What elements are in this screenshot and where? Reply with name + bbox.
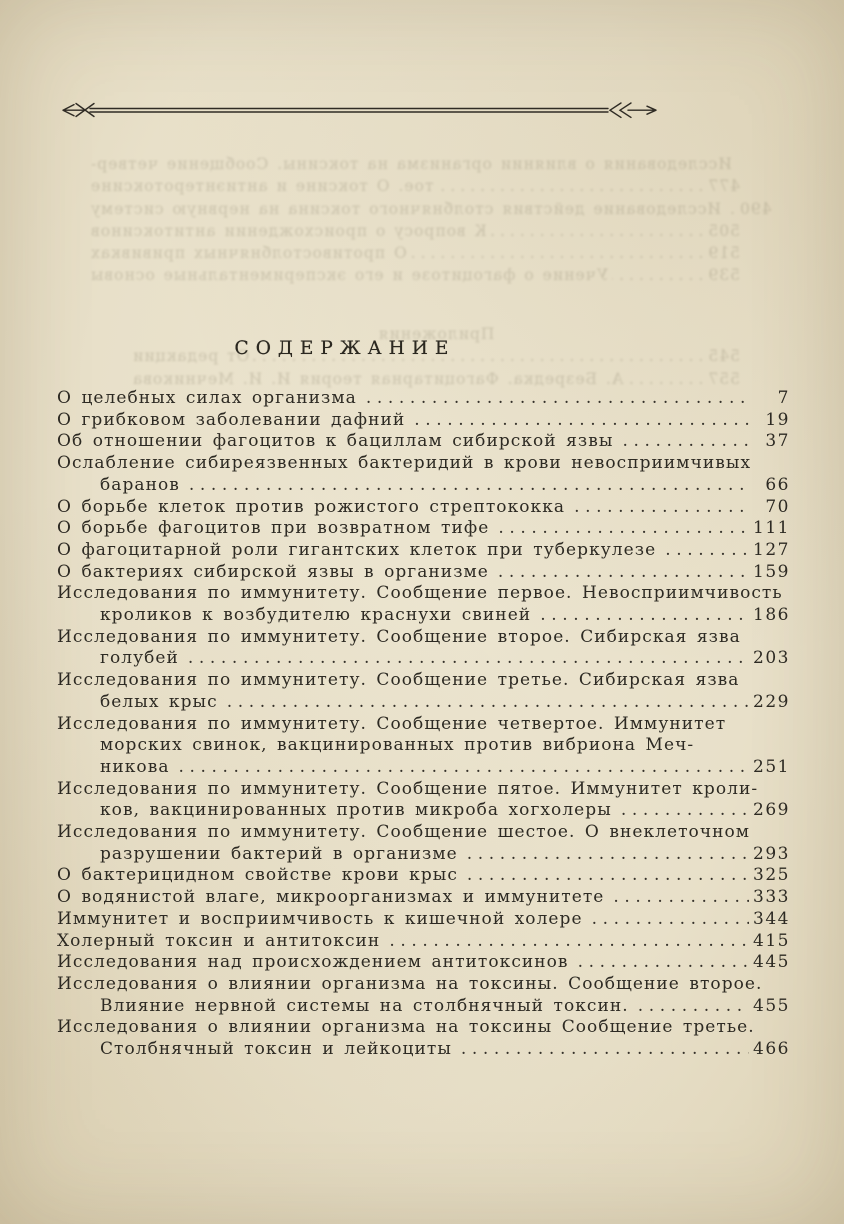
toc-entry-text: Влияние нервной системы на столбнячный токсин. [100,995,629,1016]
toc-entry-text: ков, вакцинированных против микроба хогхолеры [100,800,612,821]
toc-entry-text: О бактерицидном свойстве крови крыс [57,865,458,886]
toc-entry-text: О бактериях сибирской язвы в организме [57,561,489,582]
toc-entry [57,410,790,432]
dot-leader [592,909,749,931]
toc-entry [57,974,790,1017]
toc-entry-line [57,475,790,497]
toc-entry [57,952,790,974]
page-number: 466 [753,1039,790,1060]
dot-leader [498,518,749,540]
page-number: 19 [765,409,790,430]
toc-entry-text: Исследования по иммунитету. Сообщение пятое. Иммунитет кроли- [57,778,759,799]
page-number: 293 [753,843,790,864]
toc-entry-line [57,453,790,475]
toc-entry [57,822,790,865]
toc-entry-line [57,844,790,866]
show-through-line [90,153,740,175]
show-through-text: К вопросу о происхождении антитоксинов [90,221,487,240]
toc-entry-line [57,714,790,736]
toc-entry-line [57,735,790,757]
toc-entry-line [57,605,790,627]
page-number: 37 [765,431,790,452]
toc-entry-line [57,518,790,540]
show-through-line [90,264,740,286]
toc-entry [57,540,790,562]
page-number: 455 [753,995,790,1016]
toc-entry-text: Ослабление сибиреязвенных бактеридий в крови невосприимчивых [57,453,752,474]
show-through-text: Исследование действия столбнячного токсина на нервную систему [90,199,721,218]
toc-entry-text: никова [100,756,170,777]
show-through-text: От редакции [132,347,250,366]
toc-entry-text: голубей [100,648,179,669]
toc-entry-text: О водянистой влаге, микроорганизмах и иммунитете [57,887,605,908]
toc-list [57,388,790,1061]
toc-entry-text: Столбнячный токсин и лейкоциты [100,1039,452,1060]
toc-entry-line [57,931,790,953]
toc-entry-text: Исследования по иммунитету. Сообщение четвертое. Иммунитет [57,713,727,734]
toc-entry [57,865,790,887]
toc-entry-text: Об отношении фагоцитов к бациллам сибирской язвы [57,431,614,452]
toc-entry-line [57,692,790,714]
dot-leader [574,497,749,519]
page-number: 539 [707,266,740,285]
dot-leader [179,757,749,779]
toc-entry [57,431,790,453]
page-number: 519 [707,244,740,263]
show-through-line [90,242,740,264]
dot-leader [725,198,735,220]
show-through-text: тое. О токсине и антиэнтеротоксине [90,177,434,196]
dot-leader [414,410,749,432]
dot-leader [540,605,749,627]
dot-leader [628,368,704,390]
toc-entry-line [57,909,790,931]
toc-entry-text: Исследования по иммунитету. Сообщение шестое. О внеклеточном [57,822,751,843]
toc-entry-line [57,1039,790,1061]
toc-entry-line [57,996,790,1018]
toc-entry-text: морских свинок, вакцинированных против вибриона Меч- [100,735,695,756]
page-number: 66 [765,474,790,495]
toc-entry-text: Исследования о влиянии организма на токсины Сообщение третье. [57,1017,755,1038]
toc-entry-text: белых крыс [100,691,218,712]
toc-entry-text: Исследования по иммунитету. Сообщение второе. Сибирская язва [57,626,741,647]
show-through-text: А. Безредка. Фагоцитарная теория И. И. Мечникова [132,369,624,388]
toc-entry-line [57,497,790,519]
page-number: 545 [707,347,740,366]
dot-leader [622,431,749,453]
dot-leader [613,887,749,909]
toc-entry-line [57,952,790,974]
page-number: 333 [753,887,790,908]
dot-leader [389,931,749,953]
show-through-text-top [90,153,772,287]
toc-entry-line [57,410,790,432]
toc-entry-line [57,562,790,584]
page-number: 186 [753,605,790,626]
dot-leader [578,952,749,974]
toc-entry-line [57,779,790,801]
toc-entry [57,388,790,410]
toc-entry [57,670,790,713]
toc-entry [57,931,790,953]
page-number: 269 [753,800,790,821]
dot-leader [437,175,703,197]
page-number: 415 [753,930,790,951]
toc-entry-text: Исследования о влиянии организма на токсины. Сообщение второе. [57,973,763,994]
dot-leader [612,264,703,286]
page-title: СОДЕРЖАНИЕ [234,338,456,359]
toc-entry-text: Иммунитет и восприимчивость к кишечной холере [57,908,583,929]
page-number: 477 [707,177,740,196]
page-number: 229 [753,691,790,712]
page-number: 251 [753,756,790,777]
toc-entry-text: О целебных силах организма [57,388,357,408]
page-number: 325 [753,865,790,886]
dot-leader [467,844,749,866]
page-number: 70 [765,496,790,517]
show-through-line [90,198,772,220]
toc-entry-text: О фагоцитарной роли гигантских клеток при туберкулезе [57,539,657,560]
dot-leader [498,562,749,584]
toc-entry-line [57,1017,790,1039]
toc-entry-line [57,757,790,779]
page-number: 505 [707,221,740,240]
show-through-text: Учение о фагоцитозе и его экспериментальные основы [90,266,609,285]
toc-entry-text: О грибковом заболевании дафний [57,409,406,430]
toc-entry [57,583,790,626]
toc-entry [57,562,790,584]
toc-entry-line [57,670,790,692]
show-through-text: Исследования о влиянии организма на токсины. Сообщение четвер- [90,155,732,173]
toc-entry [57,779,790,822]
toc-entry-text: Исследования над происхождением антитоксинов [57,952,569,973]
page-number: 445 [753,952,790,973]
toc-entry-text: баранов [100,474,180,495]
toc-entry [57,887,790,909]
toc-entry-line [57,648,790,670]
page-number: 127 [753,539,790,560]
toc-entry-text: Холерный токсин и антитоксин [57,930,381,951]
toc-entry [57,453,790,496]
toc-entry-line [57,822,790,844]
toc-entry-line [57,540,790,562]
toc-entry-line [57,800,790,822]
show-through-line [132,368,740,390]
toc-entry-text: Исследования по иммунитету. Сообщение третье. Сибирская язва [57,670,740,691]
toc-entry-line [57,627,790,649]
toc-entry [57,909,790,931]
dot-leader [491,220,704,242]
show-through-line [90,175,740,197]
show-through-text: О противостолбнячных прививках [90,244,407,263]
page-number: 159 [753,561,790,582]
toc-entry-text: О борьбе клеток против рожистого стрептококка [57,496,566,517]
toc-entry-line [57,887,790,909]
toc-entry [57,518,790,540]
dot-leader [467,865,749,887]
page-number: 490 [738,199,772,218]
dot-leader [411,242,704,264]
dot-leader [621,800,749,822]
dot-leader [227,692,749,714]
dot-leader [366,388,749,410]
toc-entry-line [57,388,790,410]
toc-entry [57,1017,790,1060]
toc-entry [57,714,790,779]
toc-entry-text: О борьбе фагоцитов при возвратном тифе [57,518,490,539]
show-through-line [90,220,740,242]
dot-leader [461,1039,749,1061]
toc-entry-text: разрушении бактерий в организме [100,843,458,864]
page-number: 111 [753,518,790,539]
page-number: 344 [753,908,790,929]
toc-entry [57,627,790,670]
page-number: 7 [777,388,790,408]
toc-entry-line [57,974,790,996]
dot-leader [638,996,749,1018]
toc-entry-text: кроликов к возбудителю краснухи свиней [100,605,532,626]
toc-entry-line [57,865,790,887]
toc-entry-line [57,431,790,453]
dot-leader [665,540,749,562]
ornament-rule-icon [60,99,660,123]
toc-entry [57,497,790,519]
toc-entry-line [57,583,790,605]
dot-leader [188,648,749,670]
toc-entry-text: Исследования по иммунитету. Сообщение первое. Невосприимчивость [57,583,783,604]
page-number: 557 [707,369,740,388]
show-through-heading: Приложения [377,325,495,343]
dot-leader [189,475,749,497]
page-number: 203 [753,648,790,669]
